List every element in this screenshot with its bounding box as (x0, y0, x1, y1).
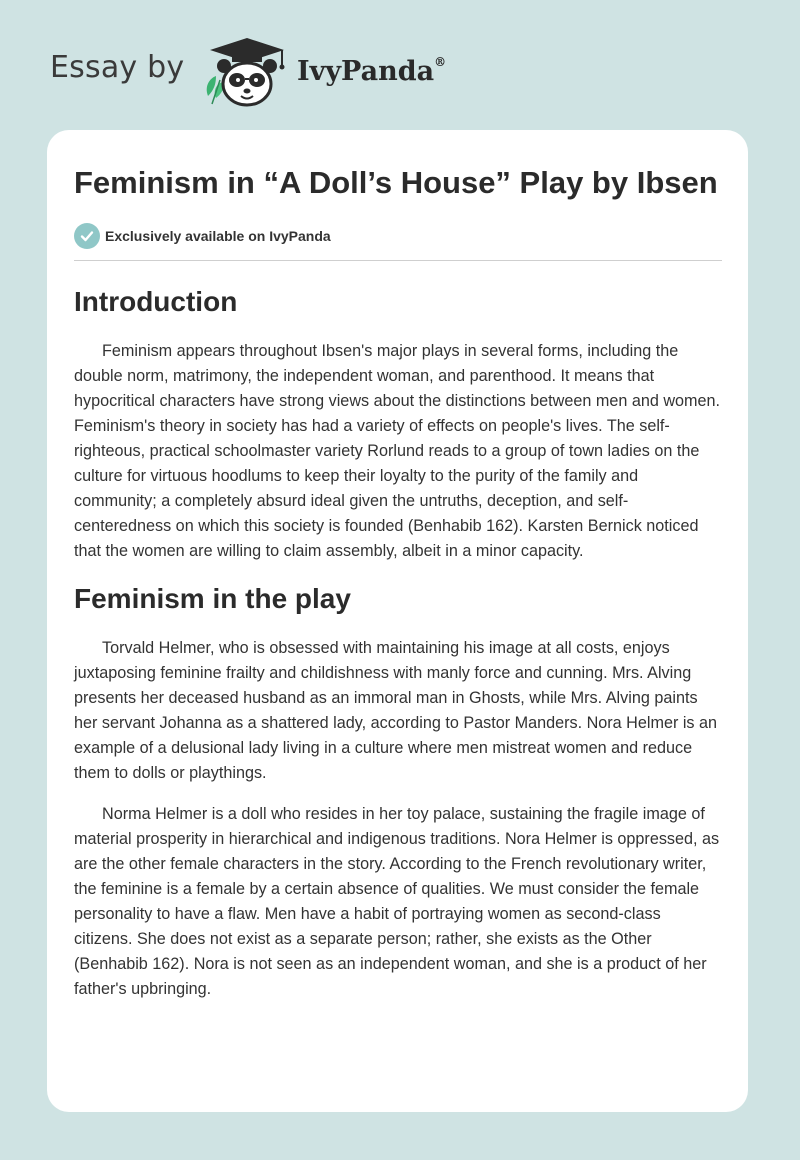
page-title: Feminism in “A Doll’s House” Play by Ibsen (74, 165, 718, 200)
essay-content (74, 162, 722, 1002)
essay-card (47, 130, 748, 1112)
panda-logo-icon (202, 36, 292, 108)
section-heading-introduction: Introduction (74, 286, 238, 317)
paragraph: Feminism appears throughout Ibsen's major plays in several forms, including the double norm, matrimony, the independent woman, and parenthood. It means that hypocritical characters have strong views about the distinctions between men and women. Feminism's theory in society has had a variety of effects on people's lives. The self-righteous, practical schoolmaster variety Rorlund reads to a group of town ladies on the culture for virtuous hoodlums to keep their loyalty to the purity of the family and community; a completely absurd ideal given the untruths, deception, and self-centeredness on which this society is founded (Benhabib 162). Karsten Bernick noticed that the women are willing to claim assembly, albeit in a minor capacity. (74, 342, 721, 560)
paragraph: Norma Helmer is a doll who resides in her toy palace, sustaining the fragile image of material prosperity in hierarchical and indigenous traditions. Nora Helmer is oppressed, as are the other female characters in the story. According to the French revolutionary writer, the feminine is a female by a certain absence of qualities. We must consider the female personality to have a flaw. Men have a habit of portraying women as second-class citizens. She does not exist as a separate person; rather, she exists as the Other (Benhabib 162). Nora is not seen as an independent woman, and she is a product of her father's upbringing. (74, 805, 720, 998)
brand-prefix: Essay by (50, 50, 185, 85)
section-heading-feminism-in-the-play: Feminism in the play (74, 583, 351, 614)
paragraph: Torvald Helmer, who is obsessed with maintaining his image at all costs, enjoys juxtaposing feminine frailty and childishness with manly force and cunning. Mrs. Alving presents her deceased husband as an immoral man in Ghosts, while Mrs. Alving paints her servant Johanna as a shattered lady, according to Pastor Manders. Nora Helmer is an example of a delusional lady living in a culture where men mistreat women and reduce them to dolls or playthings. (74, 639, 718, 782)
exclusive-label: Exclusively available on IvyPanda (105, 228, 331, 244)
brand-header (50, 36, 470, 108)
exclusive-badge (74, 222, 722, 250)
checkmark-icon (74, 223, 100, 249)
divider (74, 260, 722, 261)
brand-name[interactable]: IvyPanda® (297, 55, 447, 87)
